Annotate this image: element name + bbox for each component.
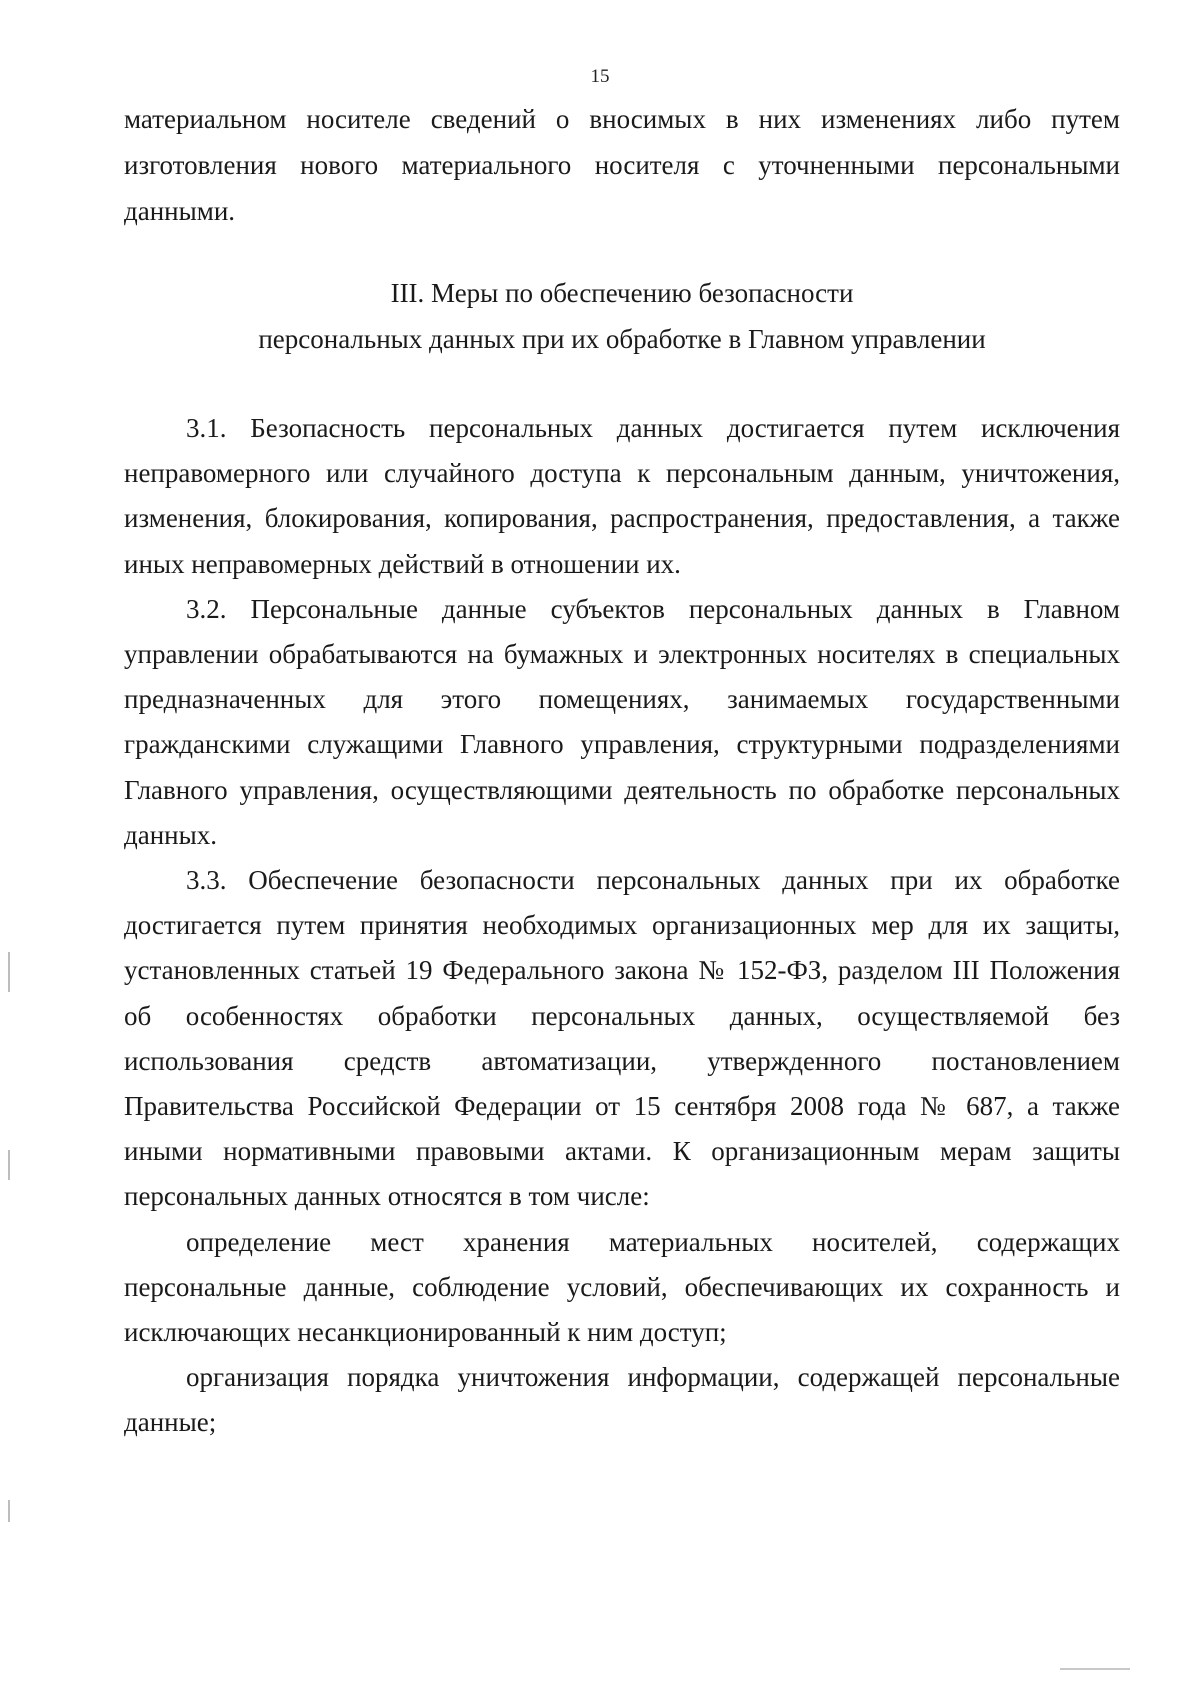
scan-edge-line xyxy=(1060,1668,1130,1670)
continuation-paragraph: материальном носителе сведений о вносимых в них изменениях либо путем изготовления нового материального носителя с уточненными персональными данными. xyxy=(124,104,1120,226)
list-item-destruction: организация порядка уничтожения информации, содержащей персональные данные; xyxy=(124,1362,1120,1438)
scan-edge-mark xyxy=(8,1500,10,1522)
section-title-line-2: персональных данных при их обработке в Главном управлении xyxy=(258,324,986,354)
scan-edge-mark xyxy=(8,1150,10,1180)
paragraph-3-3: 3.3. Обеспечение безопасности персональных данных при их обработке достигается путем принятия необходимых организационных мер для их защиты, установленных статьей 19 Федерального закона № 152-ФЗ, разделом III Положения об особенностях обработки персональных данных, осуществляемой без использования средств автоматизации, утвержденного постановлением Правительства Российской Федерации от 15 сентября 2008 года № 687, а также иными нормативными правовыми актами. К организационным мерам защиты персональных данных относятся в том числе: xyxy=(124,865,1120,1212)
paragraph-3-1: 3.1. Безопасность персональных данных достигается путем исключения неправомерного или случайного доступа к персональным данным, уничтожения, изменения, блокирования, копирования, распространения, предоставления, а также иных неправомерных действий в отношении их. xyxy=(124,413,1120,579)
scan-edge-mark xyxy=(8,952,10,992)
page-number: 15 xyxy=(590,66,610,87)
section-heading xyxy=(124,270,1120,362)
section-body xyxy=(124,406,1120,1446)
paragraph-3-2: 3.2. Персональные данные субъектов персональных данных в Главном управлении обрабатываются на бумажных и электронных носителях в специальных предназначенных для этого помещениях, занимаемых государственными гражданскими служащими Главного управления, структурными подразделениями Главного управления, осуществляющими деятельность по обработке персональных данных. xyxy=(124,593,1120,850)
section-title-line-1: III. Меры по обеспечению безопасности xyxy=(390,278,854,308)
list-item-storage: определение мест хранения материальных носителей, содержащих персональные данные, соблюдение условий, обеспечивающих их сохранность и исключающих несанкционированный к ним доступ; xyxy=(124,1226,1120,1348)
